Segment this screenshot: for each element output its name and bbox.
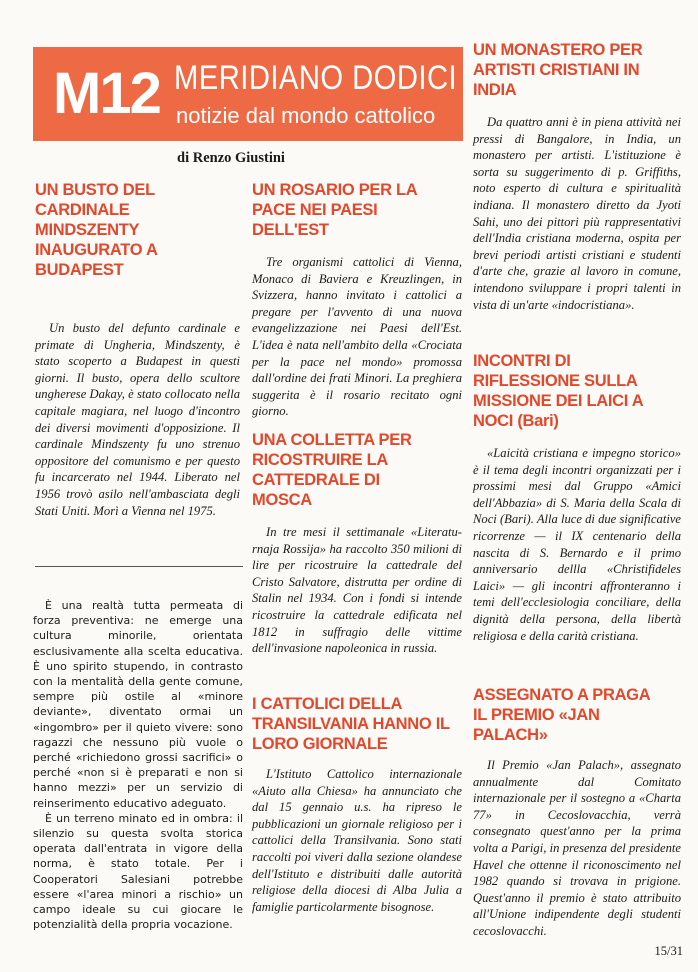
section-title: MERIDIANO DODICI <box>174 59 458 97</box>
byline: di Renzo Giustini <box>177 150 285 166</box>
column-divider <box>35 566 243 567</box>
article-headline: INCONTRI DI RIFLESSIONE SULLA MISSIONE DEI LAICI A NOCI (Bari) <box>473 352 643 430</box>
essay-excerpt <box>33 598 243 932</box>
article-body: Il Premio «Jan Palach», assegnato annualmente dal Comitato internazionale per il sostegno a «Charta 77» in Cecoslovacchia, verrà consegnato quest'anno per la prima volta a Parigi, in presenza del presidente Havel che ottenne il riconoscimento nel 1982 quando si trovava in prigione. Quest'anno il premio è stato attribuito all'Unione indipendente degli studenti cecoslovacchi. <box>473 758 681 938</box>
article-headline: UNA COLLETTA PER RICOSTRUIRE LA CATTEDRALE DI MOSCA <box>252 431 412 509</box>
article-transilvania <box>252 694 462 915</box>
article-body: Un busto del defunto cardinale e primate di Ungheria, Mindszenty, è stato scoperto a Budapest in questi giorni. Il busto, opera dello scultore ungherese Dakay, è stato collocato nella capitale magiara, nel luogo d'incontro dei diversi movimenti d'opposizione. Il cardinale Mindszenty fu uno strenuo oppositore del comunismo e per questo fu incarcerato nel 1944. Liberato nel 1956 trovò asilo nell'ambasciata degli Stati Uniti. Morì a Vienna nel 1975. <box>35 321 240 518</box>
section-code: M12 <box>53 61 160 126</box>
section-banner <box>33 47 463 141</box>
article-rosario <box>252 180 462 420</box>
article-headline: UN MONASTERO PER ARTISTI CRISTIANI IN INDIA <box>473 41 643 99</box>
article-body: «Laicità cristiana e impegno storico» è il tema degli incontri organizzati per i prossimi mesi dal Gruppo «Amici dell'Abbazia» di S. Maria della Scala di Noci (Bari). Alla luce di due significative ricorrenze — il IX centenario della nascita di S. Bernardo e il primo anniversario dellla «Christifideles Laici» — gli incontri affronteranno i temi dell'ecclesiologia conciliare, della dignità della persona, della libertà religiosa e della carità cristiana. <box>473 446 681 643</box>
essay-paragraph: È una realtà tutta permeata di forza preventiva: ne emerge una cultura minorile, orientata esclusivamente alla scelta educativa. È uno spirito stupendo, in contrasto con la mentalità della gente comune, sempre più ostile al «minore deviante», diventato ormai un «ingombro» per il quieto vivere: sono ragazzi che nessuno più vuole o perché «richiedono grossi sacrifici» o perché «non si è preparati e non si hanno mezzi» per un servizio di reinserimento educativo adeguato. <box>33 599 243 810</box>
article-monastero <box>473 40 681 313</box>
article-headline: ASSEGNATO A PRAGA IL PREMIO «JAN PALACH» <box>473 686 650 744</box>
article-body: In tre mesi il settimanale «Literatu-rnaja Rossija» ha raccolto 350 milioni di lire per ricostruire la cattedrale del Cristo Salvatore, distrutta per ordine di Stalin nel 1934. Con i fondi si intende ricostruire la cattedrale edificata nel 1812 in suffragio delle vittime dell'invasione napoleonica in russia. <box>252 525 462 656</box>
article-body: Da quattro anni è in piena attività nei pressi di Bangalore, in India, un monastero per artisti. L'istituzione è sorta su suggerimento di p. Griffiths, noto esperto di cultura e spiritualità indiana. Il monastero diretto da Jyoti Sahi, uno dei pittori più rappresentativi dell'India cristiana moderna, ospita per brevi periodi artisti cristiani e studenti d'arte che, grazie al lavoro in comune, intendono sviluppare i propri talenti in vista di un'arte «indocristiana». <box>473 115 681 312</box>
article-headline: UN ROSARIO PER LA PACE NEI PAESI DELL'EST <box>252 181 417 239</box>
article-busto <box>35 180 240 519</box>
page-number: 15/31 <box>654 944 683 958</box>
article-body: L'Istituto Cattolico internazionale «Aiuto alla Chiesa» ha annunciato che dal 15 gennaio u.s. ha ripreso le pubblicazioni un giornale religioso per i cattolici della Transilvania. Sono stati raccolti poi viveri dalla sezione olandese dell'Istituto e distribuiti dalle autorità religiose della diocesi di Alba Julia a famiglie particolarmente bisognose. <box>252 767 462 914</box>
article-noci <box>473 351 681 644</box>
section-subtitle: notizie dal mondo cattolico <box>176 103 436 128</box>
article-headline: I CATTOLICI DELLA TRANSILVANIA HANNO IL LORO GIORNALE <box>252 695 450 753</box>
article-palach <box>473 685 681 940</box>
article-headline: UN BUSTO DEL CARDINALE MINDSZENTY INAUGURATO A BUDAPEST <box>35 181 157 279</box>
article-colletta <box>252 430 462 657</box>
essay-paragraph: È un terreno minato ed in ombra: il silenzio su questa svolta storica operata dall'entrata in vigore della norma, è stato totale. Per i Cooperatori Salesiani potrebbe essere «l'area minori a rischio» un campo ideale su cui giocare le potenzialità della propria vocazione. <box>33 811 243 932</box>
article-body: Tre organismi cattolici di Vienna, Monaco di Baviera e Kreuzlingen, in Svizzera, hanno invitato i cattolici a pregare per l'avvento di una nuova evangelizzazione nei Paesi dell'Est. L'idea è nata nell'ambito della «Crociata per la pace nel mondo» promossa dall'ordine dei frati Minori. La preghiera suggerita è il rosario recitato ogni giorno. <box>252 255 462 419</box>
